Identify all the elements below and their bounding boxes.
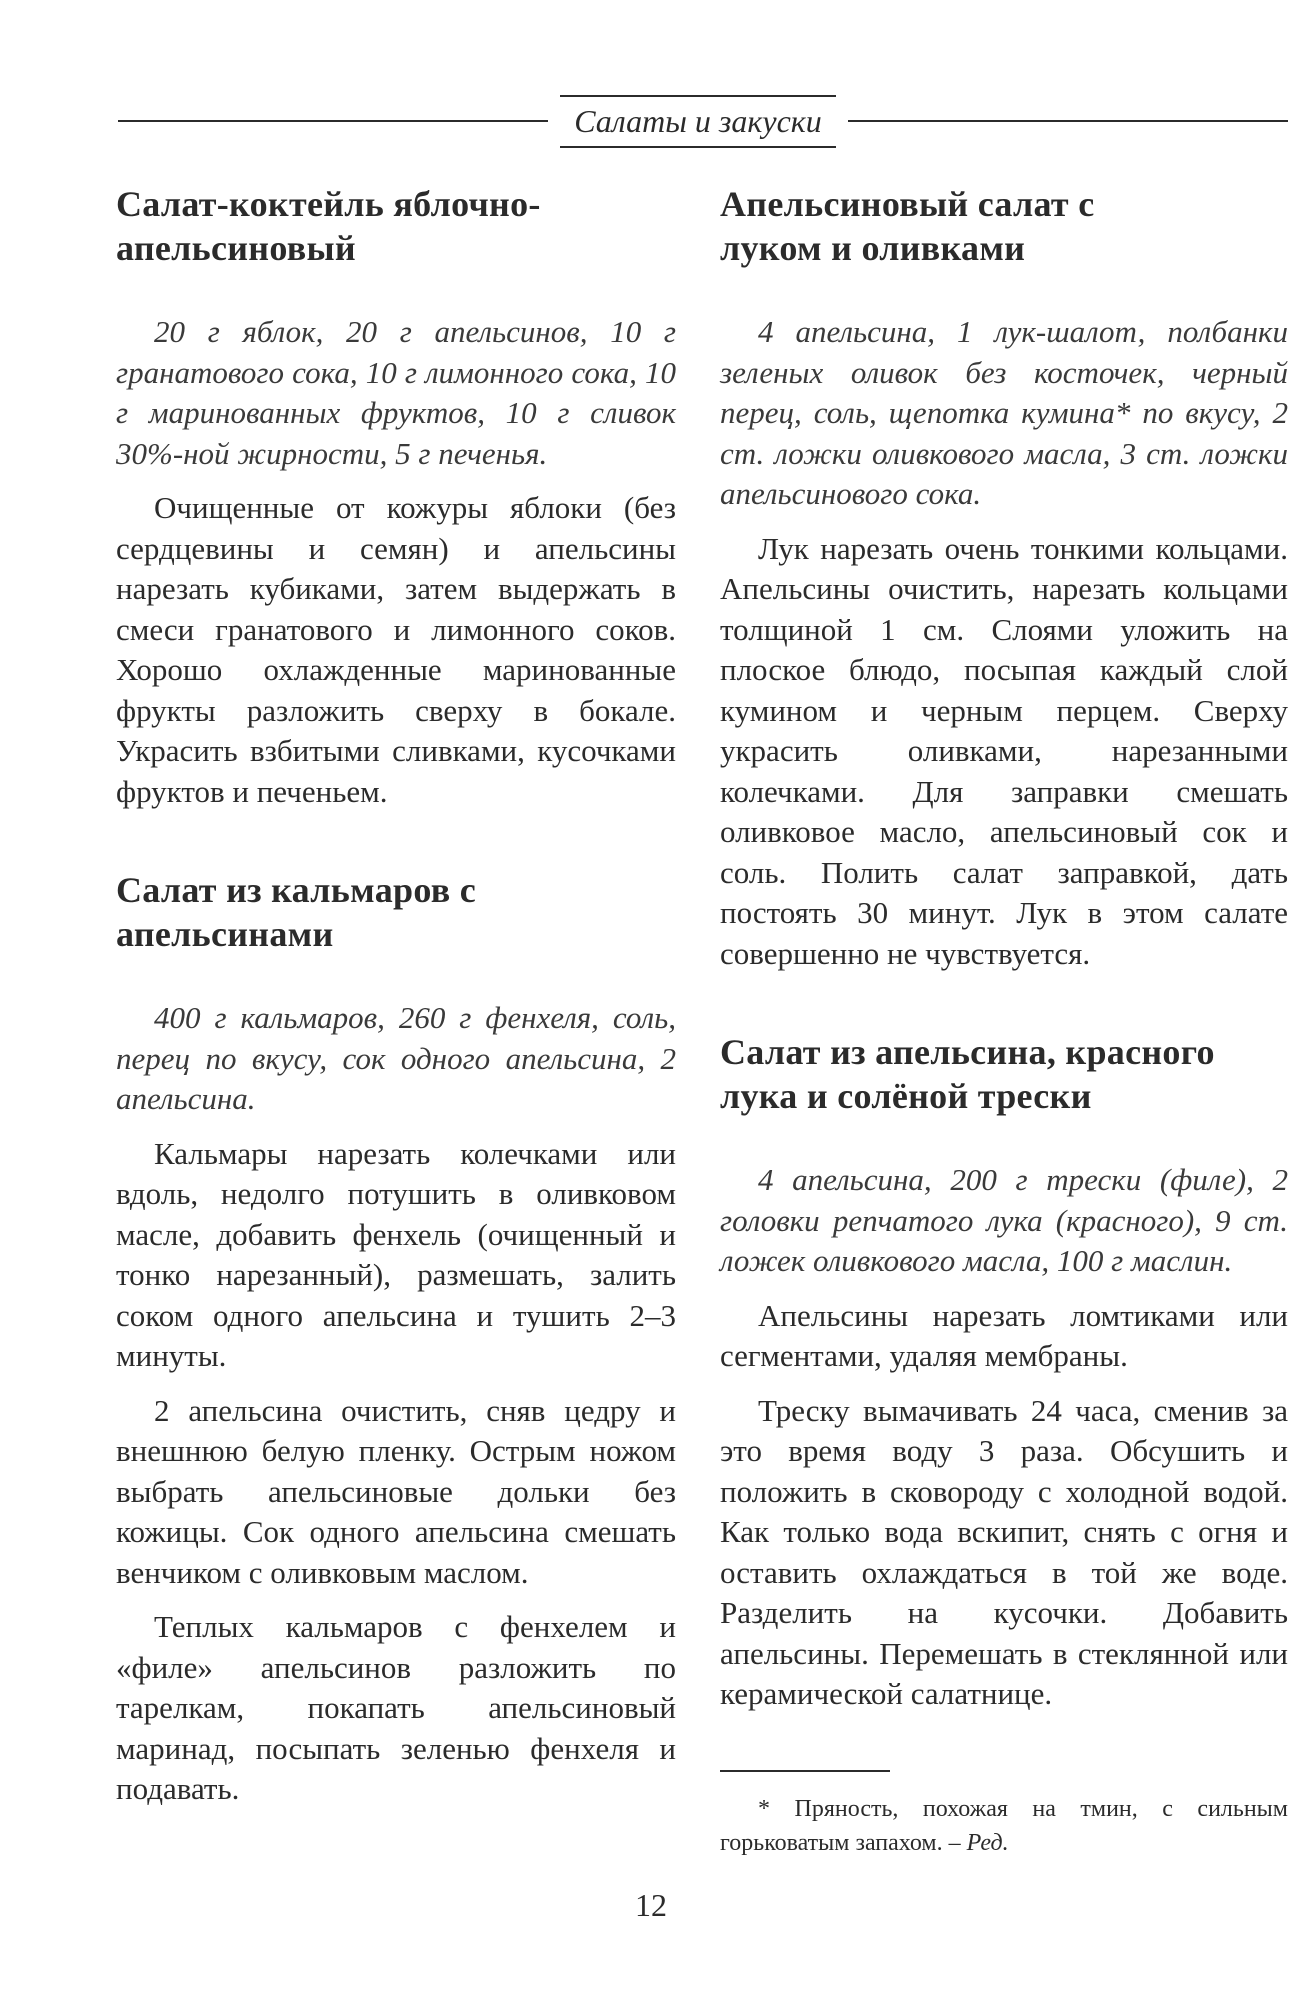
- recipe-title: Апельсиновый салат с луком и оливками: [720, 184, 1095, 268]
- footnote-text: * Пряность, похожая на тмин, с сильным горьковатым запахом. –: [720, 1796, 1288, 1856]
- header-rule-under-title: [560, 146, 836, 148]
- recipe-step: Кальмары нарезать колечками или вдоль, недолго потушить в оливковом масле, добавить фенхель (очищенный и тонко нарезанный), размешать, залить соком одного апельсина и тушить 2–3 минуты.: [116, 1135, 676, 1373]
- header-rule-left: [118, 120, 548, 122]
- recipe-cocktail: [116, 182, 676, 812]
- right-column: [720, 182, 1288, 1715]
- header-rule-over-title: [560, 95, 836, 97]
- header-rule-right: [848, 120, 1288, 122]
- recipe-ingredients: 400 г кальмаров, 260 г фенхеля, соль, перец по вкусу, сок одного апельсина, 2 апельсина.: [116, 1000, 676, 1116]
- recipe-step: Лук нарезать очень тонкими кольцами. Апельсины очистить, нарезать кольцами толщиной 1 см. Слоями уложить на плоское блюдо, посыпая каждый слой кумином и черным перцем. Сверху украсить оливками, нарезанными колечками. Для заправки смешать оливковое масло, апельсиновый сок и соль. Полить салат заправкой, дать постоять 30 минут. Лук в этом салате совершенно не чувствуется.: [720, 530, 1288, 971]
- recipe-squid: [116, 868, 676, 1810]
- page-number: 12: [635, 1887, 667, 1923]
- footnote: [720, 1792, 1288, 1860]
- recipe-title: Салат-коктейль яблочно-апельсиновый: [116, 184, 541, 268]
- recipe-cod: [720, 1030, 1288, 1715]
- recipe-olives: [720, 182, 1288, 974]
- recipe-ingredients: 4 апельсина, 200 г трески (филе), 2 головки репчатого лука (красного), 9 ст. ложек оливкового масла, 100 г маслин.: [720, 1162, 1288, 1278]
- recipe-title: Салат из кальмаров с апельсинами: [116, 870, 477, 954]
- footnote-rule: [720, 1770, 890, 1772]
- recipe-step: Апельсины нарезать ломтиками или сегментами, удаляя мембраны.: [720, 1297, 1288, 1373]
- recipe-step: Треску вымачивать 24 часа, сменив за это время воду 3 раза. Обсушить и положить в сковороду с холодной водой. Как только вода вскипит, снять с огня и оставить охлаждаться в той же воде. Разделить на кусочки. Добавить апельсины. Перемешать в стеклянной или керамической салатнице.: [720, 1392, 1288, 1711]
- recipe-ingredients: 4 апельсина, 1 лук-шалот, полбанки зеленых оливок без косточек, черный перец, соль, щепотка кумина* по вкусу, 2 ст. ложки оливкового масла, 3 ст. ложки апельсинового сока.: [720, 314, 1288, 511]
- recipe-step: Очищенные от кожуры яблоки (без сердцевины и семян) и апельсины нарезать кубиками, затем выдержать в смеси гранатового и лимонного соков. Хорошо охлажденные маринованные фрукты разложить сверху в бокале. Украсить взбитыми сливками, кусочками фруктов и печеньем.: [116, 490, 676, 809]
- recipe-step: Теплых кальмаров с фенхелем и «филе» апельсинов разложить по тарелкам, покапать апельсиновый маринад, посыпать зеленью фенхеля и подавать.: [116, 1609, 676, 1806]
- recipe-ingredients: 20 г яблок, 20 г апельсинов, 10 г гранатового сока, 10 г лимонного сока, 10 г маринованных фруктов, 10 г сливок 30%-ной жирности, 5 г печенья.: [116, 314, 676, 471]
- recipe-title: Салат из апельсина, красного лука и солёной трески: [720, 1032, 1215, 1116]
- left-column: [116, 182, 676, 1810]
- recipe-step: 2 апельсина очистить, сняв цедру и внешнюю белую пленку. Острым ножом выбрать апельсиновые дольки без кожицы. Сок одного апельсина смешать венчиком с оливковым маслом.: [116, 1392, 676, 1590]
- footnote-editor-mark: Ред.: [966, 1830, 1009, 1856]
- running-header-title: Салаты и закуски: [574, 103, 822, 139]
